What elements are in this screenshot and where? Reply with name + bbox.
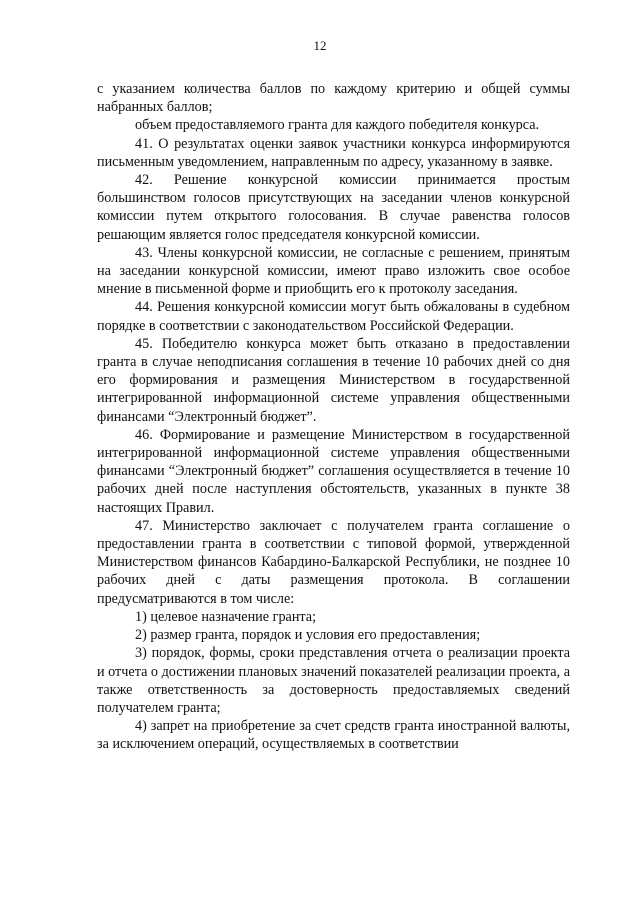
paragraph-47: 47. Министерство заключает с получателем гранта соглашение о предоставлении гранта в соответствии с типовой формой, утвержденной Министерством финансов Кабардино-Балкарской Республики, не позднее 10 рабочих дней с даты размещения протокола. В соглашении предусматриваются в том числе: xyxy=(97,517,570,607)
paragraph-44: 44. Решения конкурсной комиссии могут быть обжалованы в судебном порядке в соответствии с законодательством Российской Федерации. xyxy=(97,299,570,334)
paragraph-41: 41. О результатах оценки заявок участники конкурса информируются письменным уведомлением, направленным по адресу, указанному в заявке. xyxy=(97,135,570,170)
paragraph-criteria-continuation: с указанием количества баллов по каждому критерию и общей суммы набранных баллов; xyxy=(97,81,570,116)
paragraph-43: 43. Члены конкурсной комиссии, не согласные с решением, принятым на заседании конкурсной комиссии, имеют право изложить свое особое мнение в письменной форме и приобщить его к протоколу заседания. xyxy=(97,244,570,298)
page-number: 12 xyxy=(313,38,327,53)
list-item-4: 4) запрет на приобретение за счет средств гранта иностранной валюты, за исключением операций, осуществляемых в соответствии xyxy=(97,718,570,753)
list-item-1: 1) целевое назначение гранта; xyxy=(135,608,317,625)
list-item-3: 3) порядок, формы, сроки представления отчета о реализации проекта и отчета о достижении плановых значений показателей реализации проекта, а также ответственность за достоверность предоставляемых сведений получателем гранта; xyxy=(97,645,570,716)
paragraph-grant-amount: объем предоставляемого гранта для каждого победителя конкурса. xyxy=(135,117,540,134)
list-item-2: 2) размер гранта, порядок и условия его предоставления; xyxy=(135,627,481,644)
document-body xyxy=(97,80,570,754)
paragraph-46: 46. Формирование и размещение Министерством в государственной интегрированной информационной системе управления общественными финансами “Электронный бюджет” соглашения осуществляется в течение 10 рабочих дней после наступления обстоятельств, указанных в пункте 38 настоящих Правил. xyxy=(97,426,570,516)
paragraph-42: 42. Решение конкурсной комиссии принимается простым большинством голосов присутствующих на заседании членов конкурсной комиссии путем открытого голосования. В случае равенства голосов решающим является голос председателя конкурсной комиссии. xyxy=(97,172,570,243)
paragraph-45: 45. Победителю конкурса может быть отказано в предоставлении гранта в случае неподписания соглашения в течение 10 рабочих дней со дня его формирования и размещения Министерством в государственной интегрированной информационной системе управления общественными финансами “Электронный бюджет”. xyxy=(97,335,570,425)
